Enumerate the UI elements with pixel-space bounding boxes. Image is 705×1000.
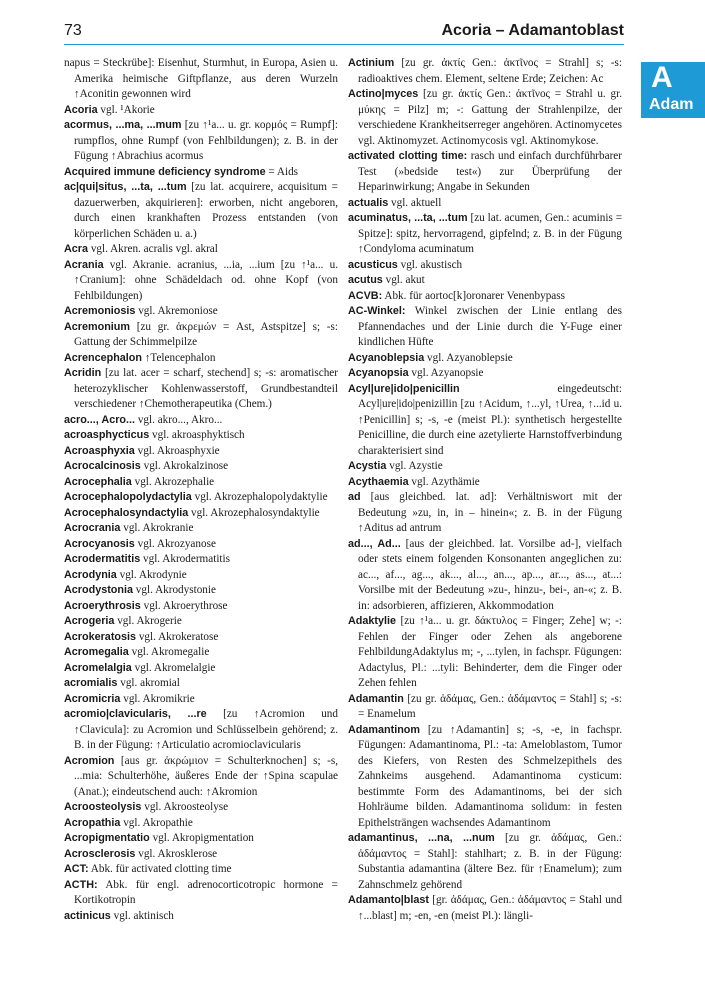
entry-headword: Acromegalia [64, 646, 129, 658]
entry-headword: ACTH: [64, 878, 98, 891]
entry-headword: acusticus [348, 258, 398, 271]
entry-headword: Acrodystonia [64, 584, 133, 596]
entry-definition: vgl. akromial [117, 677, 180, 689]
entry-headword: actualis [348, 196, 389, 209]
dictionary-entry [64, 552, 338, 568]
entry-definition: Abk. für aortoc[k]oronarer Venenbypass [382, 289, 565, 302]
dictionary-entry [64, 645, 338, 661]
entry-headword: Acroerythrosis [64, 599, 141, 612]
right-column [348, 56, 622, 924]
entry-headword: Actino|myces [348, 88, 419, 100]
left-column [64, 56, 338, 924]
entry-headword: Adamanto|blast [348, 894, 430, 906]
entry-definition: [zu lat. acer = scharf, stechend] s; -s: aromatischer heterozyklischer Kohlenwasserstoff, Grundbestandteil verschiedener ↑Chemotherapeutika (Chem.) [74, 367, 338, 410]
thumb-index-letter: A [651, 61, 673, 94]
entry-headword: ad [348, 491, 361, 503]
entry-headword: Acrencephalon [64, 351, 142, 364]
entry-headword: Acrocephalosyndactylia [64, 506, 189, 519]
dictionary-entry [64, 831, 338, 847]
dictionary-entry [64, 521, 338, 537]
entry-headword: Acythaemia [348, 475, 409, 488]
entry-definition: rasch und einfach durchführbarer Test (»bedside test«) zur Überprüfung der Heparinwirkung; Angabe in Sekunden [358, 150, 622, 193]
entry-definition: [zu ↑¹a... u. gr. κορμός = Rumpf]: rumpflos, ohne Rumpf (von Fehlbildungen); z. B. in der Fügung ↑Abrachius acormus [74, 119, 338, 162]
entry-definition: vgl. aktinisch [110, 909, 174, 922]
entry-definition: [zu gr. ἀκτίς Gen.: ἀκτῖνος = Strahl u. gr. μύκης = Pilz] m; -: Gattung der Strahlenpilze, der verschiedene Krankheitserreger angehören. Actinomycetes vgl. Aktinomyzet. Actinomycosis vgl. Aktinomykose. [358, 88, 622, 147]
entry-definition: vgl. Azyanoblepsie [424, 351, 513, 364]
entry-definition: vgl. Akromikrie [120, 692, 195, 705]
entry-definition: vgl. Akrozephalopolydaktylie [191, 491, 328, 503]
entry-headword: acromio|clavicularis, ...re [64, 708, 207, 720]
entry-headword: Adamantinom [348, 723, 420, 736]
entry-headword: Adaktylie [348, 615, 397, 627]
entry-definition: [zu ↑¹a... u. gr. δάκτυλος = Finger; Zehe] w; -: Fehlen der Finger oder Zehen als angeborene FehlbildungAdaktylus m; -, ...tylen, in fachspr. Fügungen: Adactylus, Pl.: ...tyli: Behinderter, dem die Finger oder Zehen fehlen [358, 615, 622, 689]
entry-definition: [aus gleichbed. lat. ad]: Verhältniswort mit der Bedeutung »zu, in, in – hinein«; z. B. in der Fügung ↑Aditus ad antrum [358, 491, 622, 534]
dictionary-entry [64, 630, 338, 646]
dictionary-entry [348, 475, 622, 491]
dictionary-entry [64, 537, 338, 553]
entry-headword: Acyl|ure|ido|penicillin [348, 382, 460, 395]
entry-definition: [zu gr. ἀκρεμών = Ast, Astspitze] s; -s: Gattung der Schimmelpilze [74, 320, 338, 348]
dictionary-entry [64, 103, 338, 119]
entry-headword: Acrodermatitis [64, 553, 141, 565]
dictionary-entry [64, 475, 338, 491]
entry-headword: Acropigmentatio [64, 832, 150, 844]
entry-definition: vgl. Akrozephalosyndaktylie [188, 506, 320, 519]
dictionary-entry [348, 211, 622, 258]
entry-definition: eingedeutscht: Acyl|ure|ido|penizillin [zu ↑Acidum, ↑...yl, ↑Urea, ↑...id u. ↑Penicillin] s; -s, -e (meist Pl.): synthetisch hergestellte Penicilline, die durch eine azetylierte Harnstoffverbindung charakterisiert sind [358, 382, 622, 457]
dictionary-entry [64, 304, 338, 320]
dictionary-entry [64, 800, 338, 816]
header-rule [64, 44, 624, 45]
entry-headword: Acrocalcinosis [64, 460, 141, 472]
entry-headword: Acromicria [64, 692, 121, 705]
entry-definition: [zu ↑Acromion und ↑Clavicula]: zu Acromion und Schlüsselbein gehörend; z. B. in der Fügung: ↑Articulatio acromioclavicularis [74, 708, 338, 751]
entry-definition: vgl. Akrodermatitis [140, 553, 231, 565]
dictionary-entry [64, 847, 338, 863]
dictionary-entry [64, 599, 338, 615]
entry-headword: acuminatus, ...ta, ...tum [348, 212, 468, 224]
dictionary-entry [64, 165, 338, 181]
entry-definition: vgl. Akremoniose [135, 305, 218, 317]
dictionary-entry [348, 382, 622, 460]
entry-definition: [zu gr. ἀδάμας, Gen.: ἀδάμαντος = Stahl] s; -s: = Enamelum [358, 692, 622, 720]
entry-definition: [aus der gleichbed. lat. Vorsilbe ad-], vielfach oder stets einem folgenden Konsonanten angeglichen zu: ac..., af..., ag..., ak..., al..., an..., ap..., ar..., as..., at...: Vorsilbe mit der Bedeutung »zu-, hinzu-, bei-, an-«; z. B. in: adsorbieren, affizieren, Akkommodation [358, 537, 623, 612]
entry-definition: vgl. akroasphyktisch [149, 429, 245, 441]
entry-definition: vgl. Akrodystonie [133, 584, 216, 596]
entry-headword: Actinium [348, 57, 395, 69]
entry-definition: vgl. Akromegalie [128, 646, 210, 658]
entry-definition: ↑Telencephalon [142, 351, 216, 364]
entry-headword: acormus, ...ma, ...mum [64, 119, 182, 131]
dictionary-entry [64, 506, 338, 522]
dictionary-entry [64, 583, 338, 599]
dictionary-entry [348, 258, 622, 274]
entry-headword: acro..., Acro... [64, 413, 136, 426]
entry-definition: Abk. für engl. adrenocorticotropic hormone = Kortikotropin [74, 878, 338, 906]
entry-definition: = Aids [265, 165, 299, 178]
entry-headword: acroasphycticus [64, 429, 150, 441]
dictionary-entry [64, 56, 338, 103]
entry-definition: vgl. Akroosteolyse [141, 801, 229, 813]
dictionary-entry [64, 878, 338, 909]
dictionary-entry [348, 692, 622, 723]
dictionary-entry [348, 149, 622, 196]
dictionary-entry [348, 56, 622, 87]
dictionary-entry [64, 707, 338, 754]
dictionary-entry [348, 351, 622, 367]
entry-definition: [aus gr. ἀκρώμιον = Schulterknochen] s; -s, ...mia: Schulterhöhe, äußeres Ende der ↑Spina scapulae (Anat.); eindeutschend auch: ↑Akromion [74, 754, 338, 798]
entry-definition: [gr. ἀδάμας, Gen.: ἀδάμαντος = Stahl und ↑...blast] m; -en, -en (meist Pl.): längli- [358, 894, 622, 922]
entry-definition: vgl. Akroasphyxie [134, 444, 220, 457]
entry-definition: Abk. für activated clotting time [88, 863, 232, 875]
entry-headword: Acromion [64, 754, 115, 767]
dictionary-entry [64, 366, 338, 413]
dictionary-entry [64, 444, 338, 460]
entry-definition: vgl. Akrosklerose [135, 847, 218, 860]
entry-headword: ACVB: [348, 289, 383, 302]
entry-definition: [zu gr. ἀκτίς Gen.: ἀκτῖνος = Strahl] s; -s: radioaktives chem. Element, seltene Erde; Zeichen: Ac [358, 57, 622, 85]
dictionary-entry [64, 118, 338, 165]
entry-definition: vgl. Akren. acralis vgl. akral [88, 243, 218, 255]
entry-headword: Acrogeria [64, 615, 115, 627]
dictionary-entry [64, 413, 338, 429]
dictionary-entry [64, 614, 338, 630]
entry-headword: Acrania [64, 258, 104, 271]
entry-headword: Acremoniosis [64, 305, 136, 317]
entry-definition: [zu lat. acumen, Gen.: acuminis = Spitze]: spitz, hervorragend, gipfelnd; z. B. in der Fügung ↑Condyloma acuminatum [358, 212, 623, 255]
dictionary-entry [64, 320, 338, 351]
entry-headword: Acroasphyxia [64, 444, 135, 457]
entry-definition: vgl. Akropathie [120, 816, 193, 829]
dictionary-entry [348, 289, 622, 305]
dictionary-entry [64, 568, 338, 584]
entry-definition: Winkel zwischen der Linie entlang des Pfannendaches und der Linie durch die Y-Fuge einer kindlichen Hüfte [358, 305, 622, 348]
entry-headword: Acrosclerosis [64, 847, 136, 860]
entry-definition: vgl. Akroerythrose [140, 599, 228, 612]
dictionary-entry [348, 490, 622, 537]
entry-headword: acutus [348, 274, 383, 286]
dictionary-entry [348, 273, 622, 289]
dictionary-entry [64, 661, 338, 677]
entry-definition: vgl. akro..., Akro... [135, 413, 223, 426]
dictionary-entry [348, 459, 622, 475]
entry-headword: Acroosteolysis [64, 801, 142, 813]
dictionary-entry [64, 862, 338, 878]
entry-definition: vgl. Akrokalzinose [140, 460, 229, 472]
entry-headword: ACT: [64, 863, 89, 875]
entry-headword: Acrocrania [64, 522, 121, 534]
dictionary-entry [348, 537, 622, 615]
entry-definition: vgl. akut [382, 274, 425, 286]
entry-definition: vgl. Akropigmentation [149, 832, 254, 844]
entry-headword: Acoria [64, 103, 98, 116]
dictionary-entry [64, 676, 338, 692]
entry-headword: activated clotting time: [348, 150, 468, 162]
dictionary-entry [348, 723, 622, 832]
dictionary-entry [348, 304, 622, 351]
entry-definition: vgl. akustisch [397, 258, 463, 271]
running-title: Acoria – Adamantoblast [441, 22, 624, 39]
entry-definition: vgl. Akrogerie [114, 615, 182, 627]
thumb-index-tab [641, 62, 705, 118]
dictionary-entry [348, 366, 622, 382]
dictionary-entry [348, 614, 622, 692]
dictionary-entry [348, 831, 622, 893]
dictionary-entry [348, 87, 622, 149]
dictionary-entry [64, 490, 338, 506]
dictionary-entry [64, 428, 338, 444]
entry-definition: vgl. Akrozyanose [134, 537, 216, 550]
entry-headword: Acrocyanosis [64, 537, 135, 550]
entry-headword: Acrocephalia [64, 475, 132, 488]
entry-definition: napus = Steckrübe]: Eisenhut, Sturmhut, in Europa, Asien u. Amerika heimische Giftpflanze, aus deren Wurzeln ↑Aconitin gewonnen wird [64, 57, 338, 100]
entry-headword: ac|qui|situs, ...ta, ...tum [64, 181, 187, 193]
page-header [64, 22, 624, 46]
entry-headword: Acra [64, 243, 89, 255]
entry-headword: acromialis [64, 677, 118, 689]
entry-headword: Acromelalgia [64, 661, 132, 674]
entry-definition: vgl. ¹Akorie [97, 103, 155, 116]
entry-headword: Acropathia [64, 816, 121, 829]
entry-definition: [zu gr. ἀδάμας, Gen.: ἀδάμαντος = Stahl]: stahlhart; z. B. in der Fügung: Substantia adamantina (ältere Bez. für ↑Enamelum); zum Zahnschmelz gehörend [358, 832, 622, 891]
page-number: 73 [64, 22, 82, 39]
entry-definition: vgl. Akromelalgie [131, 661, 216, 674]
entry-headword: Acyanoblepsia [348, 351, 425, 364]
dictionary-entry [64, 258, 338, 305]
entry-headword: adamantinus, ...na, ...num [348, 832, 495, 844]
entry-headword: Acridin [64, 367, 102, 379]
entry-definition: [zu ↑Adamantin] s; -s, -e, in fachspr. Fügungen: Adamantinoma, Pl.: -ta: Ameloblastom, Tumor des Kiefers, von Resten des Schmelzepithels des Zahnkeims ausgehend. Adamantinoma cysticum: bestimmte Form des Adamantinoms, bei der sich Hohlräume bilden. Adamantinoma solidum: in festen Epithelsträngen wachsendes Adamantinom [358, 723, 622, 829]
entry-definition: vgl. Akranie. acranius, ...ia, ...ium [zu ↑¹a... u. ↑Cranium]: ohne Schädeldach od. ohne Kopf (von Fehlbildungen) [74, 258, 338, 302]
entry-headword: ad..., Ad... [348, 537, 401, 550]
dictionary-entry [64, 459, 338, 475]
entry-headword: Acremonium [64, 320, 130, 333]
dictionary-entry [348, 893, 622, 924]
dictionary-entry [64, 692, 338, 708]
dictionary-entry [64, 242, 338, 258]
entry-headword: Acrodynia [64, 568, 117, 581]
entry-definition: vgl. Azythämie [408, 475, 480, 488]
dictionary-entry [64, 909, 338, 925]
entry-definition: vgl. aktuell [388, 196, 442, 209]
dictionary-entry [64, 754, 338, 801]
entry-headword: Acystia [348, 460, 387, 472]
entry-definition: vgl. Akrokranie [120, 522, 194, 534]
thumb-index-word: Adam [649, 96, 694, 113]
entry-definition: vgl. Akrokeratose [136, 630, 219, 643]
entry-headword: Acyanopsia [348, 367, 409, 379]
entry-headword: Adamantin [348, 692, 404, 705]
entry-definition: vgl. Akrodynie [116, 568, 187, 581]
entry-headword: AC-Winkel: [348, 305, 406, 317]
entry-definition: vgl. Akrozephalie [131, 475, 215, 488]
entry-headword: Acquired immune deficiency syndrome [64, 165, 266, 178]
entry-headword: actinicus [64, 909, 111, 922]
entry-headword: Acrocephalopolydactylia [64, 491, 192, 503]
entry-headword: Acrokeratosis [64, 630, 137, 643]
entry-definition: [zu lat. acquirere, acquisitum = dazuerwerben, akquirieren]: erworben, nicht angeboren, durch einen krankhaften Prozess entstanden (von körperlichen Schäden u. a.) [74, 181, 338, 240]
dictionary-entry [348, 196, 622, 212]
dictionary-entry [64, 351, 338, 367]
dictionary-entry [64, 816, 338, 832]
entry-definition: vgl. Azyanopsie [408, 367, 484, 379]
entry-definition: vgl. Azystie [386, 460, 443, 472]
dictionary-entry [64, 180, 338, 242]
